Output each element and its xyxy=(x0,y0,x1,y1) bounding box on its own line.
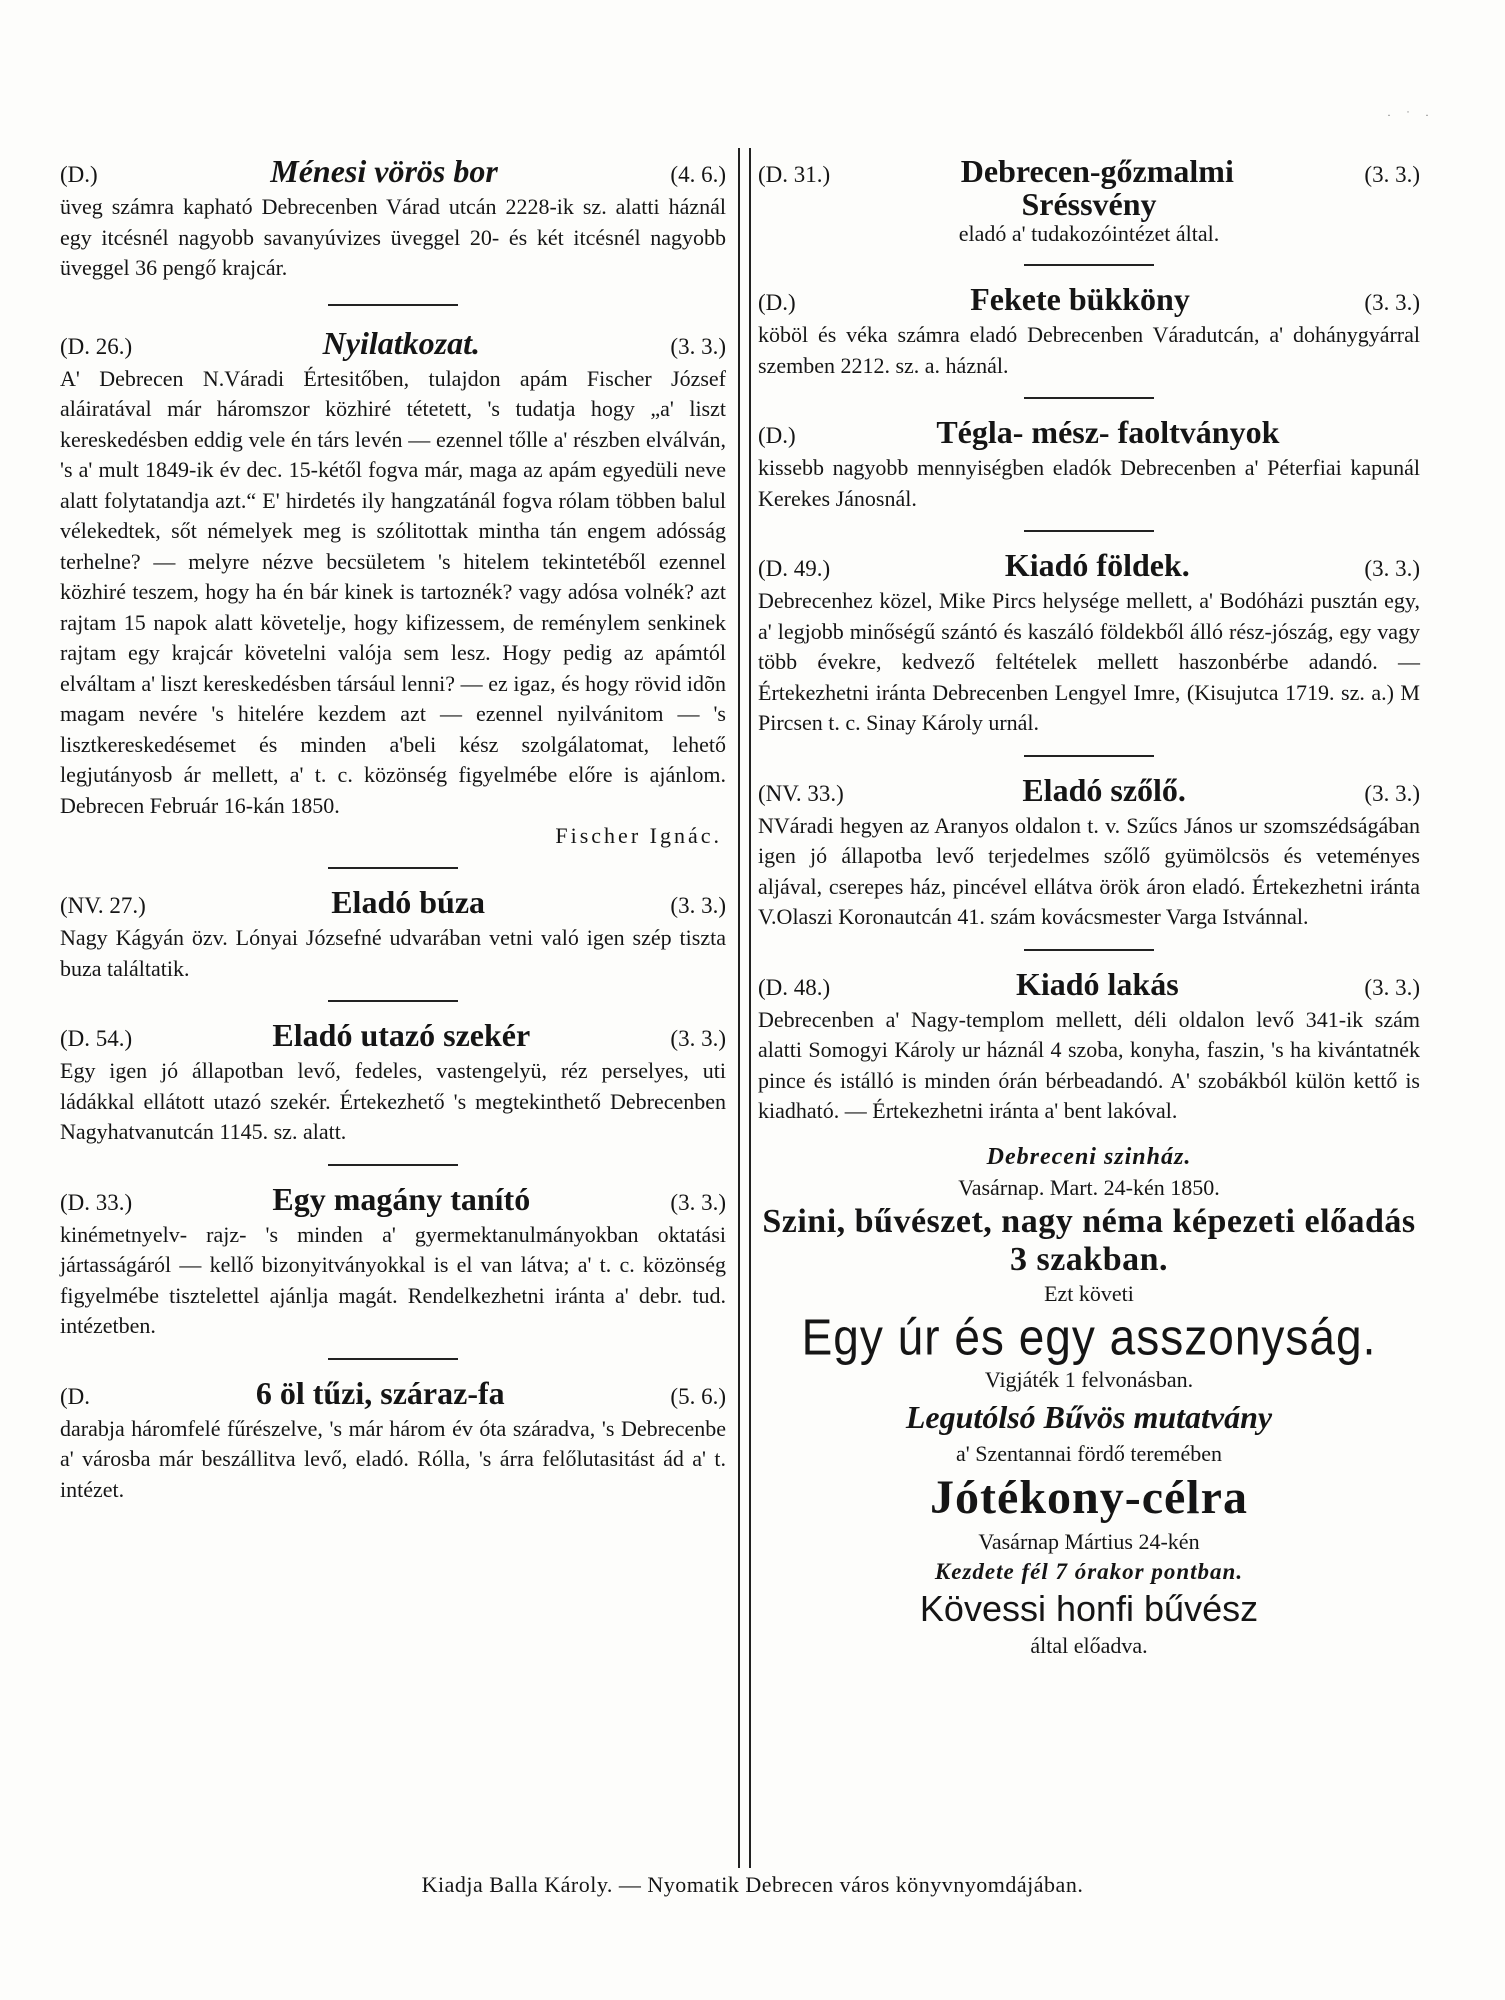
ad-text: köböl és véka számra eladó Debrecenben Váradutcán, a' dohánygyárral szemben 2212. sz. a. háznál. xyxy=(758,322,1420,378)
separator xyxy=(328,1164,458,1166)
ad-gozmalmi xyxy=(758,150,1420,248)
separator xyxy=(1024,949,1154,951)
ad-header xyxy=(758,769,1420,811)
ad-ref: (NV. 33.) xyxy=(758,780,844,806)
ad-title: Debrecen-gőzmalmi xyxy=(960,153,1234,189)
follows-line: Ezt követi xyxy=(1044,1280,1134,1306)
ad-header xyxy=(60,1178,726,1220)
ad-ref: (D. 33.) xyxy=(60,1189,133,1215)
sunday-date: Vasárnap Mártius 24-kén xyxy=(978,1528,1200,1554)
ad-header xyxy=(758,963,1420,1005)
left-column xyxy=(60,150,726,1505)
venue-line: a' Szentannai fördő teremében xyxy=(955,1440,1222,1466)
ad-magany-tanito xyxy=(60,1178,726,1342)
ad-count: (5. 6.) xyxy=(670,1383,726,1409)
theatre-announcement xyxy=(758,1141,1420,1661)
performed-by: által előadva. xyxy=(1030,1632,1148,1658)
ad-text: eladó a' tudakozóintézet által. xyxy=(958,221,1220,246)
last-magic-show: Legutólsó Bűvös mutatvány xyxy=(905,1398,1273,1435)
separator xyxy=(328,867,458,869)
ad-header xyxy=(758,411,1420,453)
ad-title: Nyilatkozat. xyxy=(322,324,480,361)
ad-ref: (D. 31.) xyxy=(758,162,831,187)
ad-count: (3. 3.) xyxy=(670,333,726,359)
theatre-heading: Debreceni szinház. xyxy=(986,1143,1192,1170)
ad-ref: (D.) xyxy=(758,423,796,448)
performer-name: Kövessi honfi bűvész xyxy=(919,1587,1259,1629)
separator xyxy=(328,1358,458,1360)
ad-count: (3. 3.) xyxy=(670,893,726,918)
ad-title: Tégla- mész- faoltványok xyxy=(936,414,1280,450)
ad-subtitle: Sréssvény xyxy=(1021,186,1157,222)
theatre-date: Vasárnap. Mart. 24-kén 1850. xyxy=(958,1174,1220,1200)
ad-signature: Fischer Ignác. xyxy=(555,823,722,848)
ad-count: (3. 3.) xyxy=(1364,974,1420,1000)
ad-ref: (D. 26.) xyxy=(60,333,133,359)
ad-title: Ménesi vörös bor xyxy=(270,153,498,189)
separator xyxy=(328,1000,458,1002)
ad-text: Debrecenhez közel, Mike Pircs helysége mellett, a' Bodóházi pusztán egy, a' legjobb minőségű szántó és kaszáló földekből álló rész-jószág, egy vagy több évekre, kedvező feltételek mellett haszonbérbe adandó. — Értekezhetni iránta Debrecenben Lengyel Imre, (Kisujutca 1719. sz. a.) M Pircsen t. c. Sinay Károly urnál. xyxy=(758,588,1420,735)
ad-ref: (NV. 27.) xyxy=(60,893,146,918)
ad-title: Fekete bükköny xyxy=(970,281,1190,317)
ad-title: Eladó utazó szekér xyxy=(272,1017,531,1053)
ad-elado-buza xyxy=(60,881,726,984)
ad-title: 6 öl tűzi, száraz-fa xyxy=(255,1374,505,1411)
ad-header xyxy=(758,544,1420,586)
ad-nyilatkozat xyxy=(60,322,726,852)
ad-kiado-foldek xyxy=(758,544,1420,739)
play-subtitle: Vigjáték 1 felvonásban. xyxy=(984,1366,1194,1392)
ad-fekete-bukkony xyxy=(758,278,1420,381)
ad-header xyxy=(60,322,726,364)
separator xyxy=(1024,264,1154,266)
ad-count: (3. 3.) xyxy=(1364,556,1420,581)
ad-text: Nagy Kágyán özv. Lónyai Józsefné udvarában vetni való igen szép tiszta buza találtatik. xyxy=(60,925,726,981)
ad-text: üveg számra kapható Debrecenben Várad utcán 2228-ik sz. alatti háznál egy itcésnél nagyobb savanyúvizes üveggel 20- és két itcésnél nagyobb üveggel 36 pengő krajcár. xyxy=(60,194,726,280)
ad-count: (3. 3.) xyxy=(670,1189,726,1215)
ad-text: Debrecenben a' Nagy-templom mellett, déli oldalon levő 341-ik szám alatti Somogyi Károly ur háznál 4 szoba, konyha, faszin, 's ha kivántatnék pince és istálló is minden órán bérbeadandó. A' szobákból külön kettő is kiadható. — Értekezhetni iránta a' bent lakóval. xyxy=(758,1006,1420,1123)
separator xyxy=(328,304,458,306)
ad-ref: (D. 48.) xyxy=(758,974,831,1000)
separator xyxy=(1024,530,1154,532)
ad-count: (3. 3.) xyxy=(1364,162,1420,187)
ad-tegla-mesz xyxy=(758,411,1420,514)
ad-title: Egy magány tanító xyxy=(272,1180,531,1217)
column-divider xyxy=(738,148,751,1868)
start-time: Kezdete fél 7 órakor pontban. xyxy=(934,1558,1244,1584)
show-title: Szini, bűvészet, nagy néma képezeti előadás 3 szakban. xyxy=(762,1202,1416,1278)
ad-text: Egy igen jó állapotban levő, fedeles, vastengelyü, réz perselyes, uti ládákkal ellátott utazó szekér. Értekezhető 's megtekinthető Debrecenben Nagyhatvanutcán 1145. sz. alatt. xyxy=(60,1058,726,1144)
separator xyxy=(1024,397,1154,399)
ad-ref: (D.) xyxy=(758,290,796,315)
ad-header xyxy=(60,881,726,923)
ad-ref: (D.) xyxy=(60,162,98,187)
ad-title: Kiadó földek. xyxy=(1004,547,1190,583)
ad-header xyxy=(60,1372,726,1414)
ad-text: NVáradi hegyen az Aranyos oldalon t. v. Szűcs János ur szomszédságában igen jó állapotba levő terjedelmes szőlő gyümölcsös és veteményes aljával, cserepes ház, pincével ellátva örök áron eladó. Értekezhetni iránta V.Olaszi Koronautcán 41. szám kovácsmester Varga Istvánnal. xyxy=(758,812,1420,929)
ad-count: (3. 3.) xyxy=(1364,290,1420,315)
ad-title: Eladó búza xyxy=(331,884,486,920)
right-column xyxy=(758,150,1420,1661)
imprint-footer: Kiadja Balla Károly. — Nyomatik Debrecen város könyvnyomdájában. xyxy=(421,1872,1084,1897)
charity-title: Jótékony-célra xyxy=(930,1470,1248,1524)
ad-ref: (D. 49.) xyxy=(758,556,831,581)
ad-title: Kiadó lakás xyxy=(1015,965,1179,1002)
ad-menesi-bor xyxy=(60,150,726,284)
ad-ref: (D. xyxy=(60,1383,91,1409)
ad-title: Eladó szőlő. xyxy=(1022,771,1186,808)
ad-text: kissebb nagyobb mennyiségben eladók Debrecenben a' Péterfiai kapunál Kerekes Jánosnál. xyxy=(758,455,1420,511)
ad-header xyxy=(60,150,726,192)
ad-text: A' Debrecen N.Váradi Értesitőben, tulajdon apám Fischer József aláiratával már háromszor közhiré tétetett, 's tudatja hogy „a' liszt kereskedésben eddig vele én társ levén — ezennel tőlle a' részben elválván, 's a' mult 1849-ik év dec. 15-kétől fogva már, maga az apám egyedüli neve alatt folytatandja azt.“ E' hirdetés ily hangzatánál fogva rólam többen balul vélekedtek, sőt némelyek meg is szólitottak mintha tán engem adósság terhelne? — melyre nézve becsületem 's hitelem tekintetéből ezennel közhiré teszem, hogy ha én bár kinek is tartoznék? vagy adósa volnék? azt rajtam 15 napok alatt követelje, hogy kifizessem, de reménylem senkinek rajtam egy krajcár követelni valója sem lesz. Hogy pedig az apámtól elváltam a' liszt kereskedésben társául lenni? — ez igaz, és hogy rövid idõn magam nevére 's hitelére kezdem azt — ezennel nyilvánitom — 's lisztkereskedésemet és minden a'beli kész szolgálatomat, lehető legjutányosb ár mellett, a' t. c. közönség figyelmébe előre is ajánlom. Debrecen Február 16-kán 1850. xyxy=(60,365,726,818)
print-speckles: · ˙ · xyxy=(1387,108,1435,122)
play-title: Egy úr és egy asszonyság. xyxy=(801,1307,1377,1366)
ad-header xyxy=(758,278,1420,320)
ad-header xyxy=(60,1014,726,1056)
ad-count: (4. 6.) xyxy=(670,162,726,187)
ad-text: kinémetnyelv- rajz- 's minden a' gyermektanulmányokban oktatási jártasságáról — kellő bizonyitványokkal is el van látva; a' t. c. közönség figyelmébe tisztelettel ajánlja magát. Rendelkezhetni iránta a' debr. tud. intézetben. xyxy=(60,1221,726,1338)
separator xyxy=(1024,755,1154,757)
ad-count: (3. 3.) xyxy=(670,1026,726,1051)
ad-utazo-szeker xyxy=(60,1014,726,1148)
ad-text: darabja háromfelé fűrészelve, 's már három év óta száradva, 's Debrecenbe a' városba már beszállitva levő, eladó. Rólla, 's árra felőlutasitást ád a' t. intézet. xyxy=(60,1415,726,1502)
ad-kiado-lakas xyxy=(758,963,1420,1127)
ad-count: (3. 3.) xyxy=(1364,780,1420,806)
ad-tuzi-fa xyxy=(60,1372,726,1506)
ad-elado-szolo xyxy=(758,769,1420,933)
ad-ref: (D. 54.) xyxy=(60,1026,133,1051)
